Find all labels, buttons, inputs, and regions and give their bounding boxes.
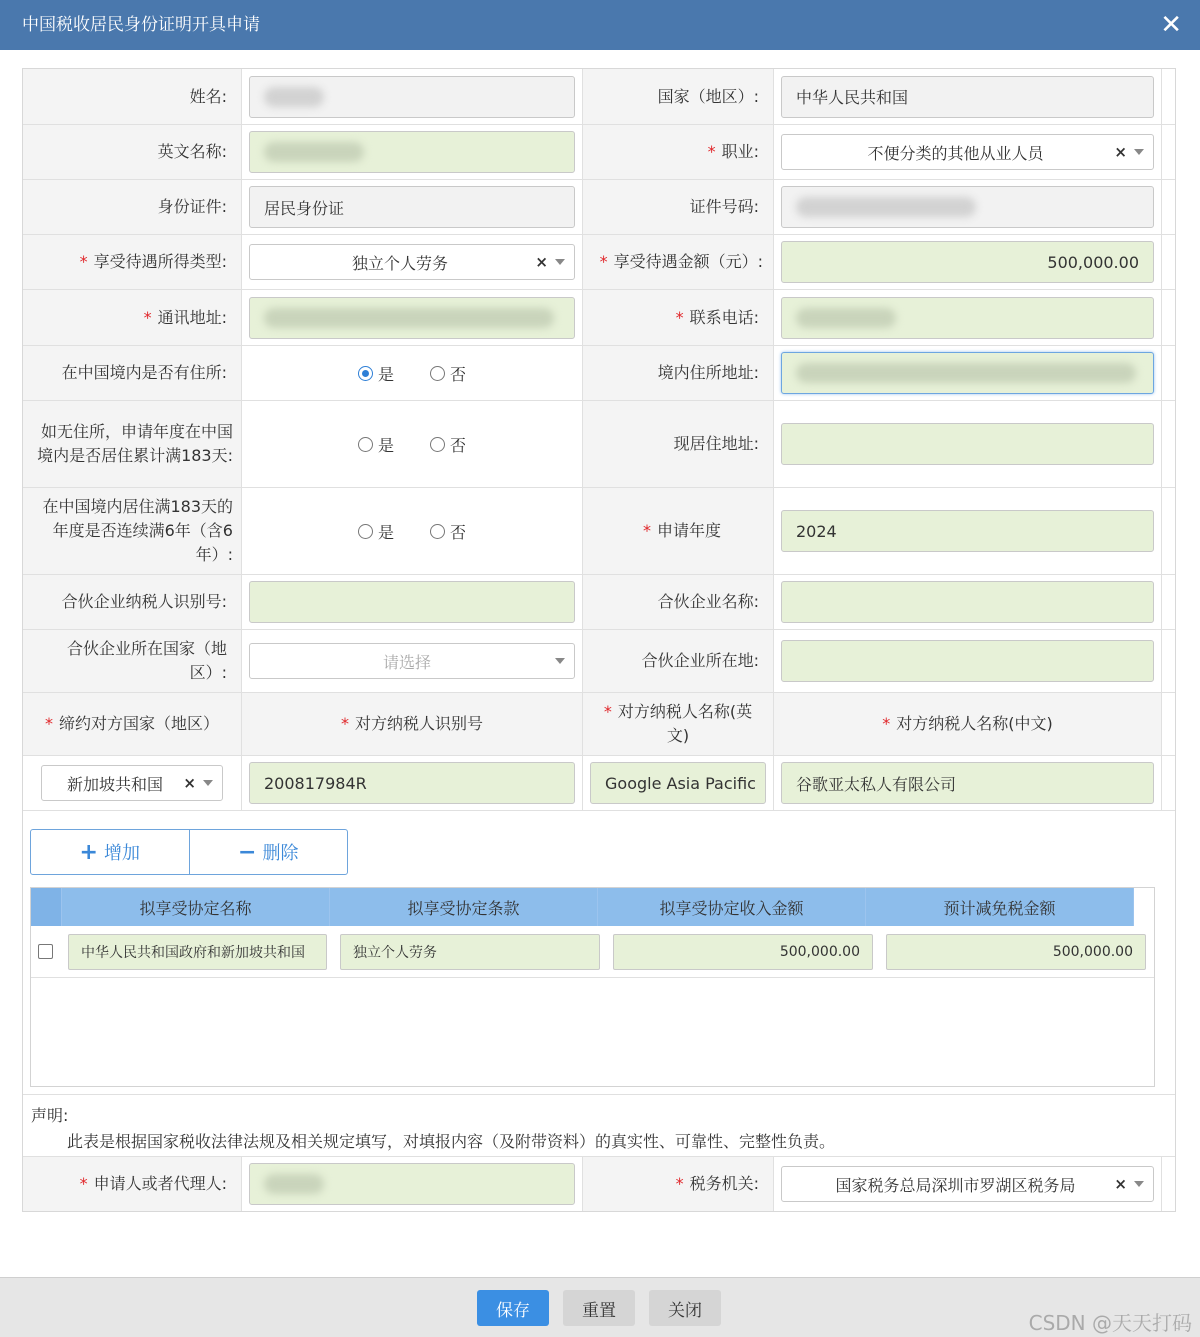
six-years-radios (249, 520, 575, 543)
dialog-titlebar (0, 0, 1200, 50)
treaty-country-value: 新加坡共和国 (66, 774, 163, 794)
address-field[interactable] (249, 297, 575, 339)
partner-name-field[interactable] (781, 581, 1154, 623)
declaration (23, 1094, 1175, 1156)
form-row: 英文名称: * 职业: 不便分类的其他从业人员 × (23, 125, 1175, 180)
form-row (23, 180, 1175, 235)
income-type-label: 享受待遇所得类型: (93, 252, 227, 271)
chevron-down-icon[interactable] (1134, 149, 1144, 155)
treaty-country-header: 缔约对方国家（地区） (58, 714, 219, 733)
row-checkbox[interactable] (38, 944, 53, 959)
counter-name-cn-header: 对方纳税人名称(中文) (896, 714, 1053, 733)
form-row (23, 575, 1175, 630)
grid-toolbar (30, 829, 348, 875)
no-domicile-radios (249, 433, 575, 456)
treaty-grid (30, 887, 1155, 1087)
grid-header (31, 888, 1134, 926)
current-addr-label: 现居住地址: (583, 401, 774, 487)
form-row: 在中国境内居住满183天的年度是否连续满6年（含6年）: 是 否 * 申请年度 2024 (23, 488, 1175, 575)
declaration-title: 声明: (31, 1106, 69, 1125)
counter-name-en-header: 对方纳税人名称(英文) (617, 702, 753, 745)
grid-cell-article[interactable]: 独立个人劳务 (340, 934, 600, 970)
counter-tin-field[interactable]: 200817984R (249, 762, 575, 804)
id-no-label: 证件号码: (583, 180, 774, 234)
occupation-value: 不便分类的其他从业人员 (867, 143, 1044, 163)
no-domicile-label: 如无住所，申请年度在中国境内是否居住累计满183天: (23, 401, 242, 487)
form-row: * 享受待遇所得类型: 独立个人劳务 × * 享受待遇金额（元）: 500,000.00 (23, 235, 1175, 290)
id-no-field[interactable] (781, 186, 1154, 228)
domicile-addr-field[interactable] (781, 352, 1154, 394)
domicile-addr-label: 境内住所地址: (583, 346, 774, 400)
form-row (23, 346, 1175, 401)
id-type-field[interactable]: 居民身份证 (249, 186, 575, 228)
year-label: 申请年度 (656, 521, 721, 540)
minus-icon: − (238, 839, 257, 865)
chevron-down-icon[interactable] (1134, 1181, 1144, 1187)
grid-col-relief: 预计减免税金额 (866, 888, 1134, 926)
clear-icon[interactable]: × (1114, 1175, 1127, 1193)
grid-col-income: 拟享受协定收入金额 (598, 888, 866, 926)
treaty-country-select[interactable] (41, 765, 223, 801)
dialog-title: 中国税收居民身份证明开具申请 (22, 15, 260, 35)
counter-name-cn-field[interactable]: 谷歌亚太私人有限公司 (781, 762, 1154, 804)
radio-yes[interactable]: 是 (358, 433, 394, 456)
table-row (31, 926, 1154, 978)
current-addr-field[interactable] (781, 423, 1154, 465)
chevron-down-icon[interactable] (203, 780, 213, 786)
grid-col-name: 拟享受协定名称 (62, 888, 330, 926)
add-button[interactable]: + 增加 (31, 830, 190, 874)
partner-loc-field[interactable] (781, 640, 1154, 682)
clear-icon[interactable]: × (535, 253, 548, 271)
occupation-select[interactable] (781, 134, 1154, 170)
partner-tin-label: 合伙企业纳税人识别号: (23, 575, 242, 629)
tax-office-select[interactable] (781, 1166, 1154, 1202)
applicant-label: 申请人或者代理人: (93, 1174, 227, 1193)
radio-no[interactable]: 否 (430, 433, 466, 456)
form-row: * 通讯地址: * 联系电话: (23, 290, 1175, 346)
name-field[interactable] (249, 76, 575, 118)
plus-icon: + (79, 839, 98, 865)
phone-label: 联系电话: (689, 307, 759, 327)
country-label: 国家（地区）: (583, 69, 774, 124)
form-row (23, 401, 1175, 488)
dialog-footer (0, 1277, 1200, 1337)
form-row: * 申请人或者代理人: * 税务机关: 国家税务总局深圳市罗湖区税务局 × (23, 1156, 1175, 1211)
income-type-value: 独立个人劳务 (351, 253, 448, 273)
clear-icon[interactable]: × (183, 774, 196, 792)
partner-tin-field[interactable] (249, 581, 575, 623)
address-label: 通讯地址: (157, 307, 227, 327)
grid-cell-relief[interactable]: 500,000.00 (886, 934, 1146, 970)
tax-office-value: 国家税务总局深圳市罗湖区税务局 (835, 1175, 1076, 1195)
amount-label: 享受待遇金额（元）: (613, 252, 763, 271)
year-field[interactable]: 2024 (781, 510, 1154, 552)
partner-country-placeholder: 请选择 (382, 652, 431, 672)
en-name-field[interactable] (249, 131, 575, 173)
radio-no[interactable]: 否 (430, 520, 466, 543)
partner-name-label: 合伙企业名称: (583, 575, 774, 629)
radio-yes[interactable]: 是 (358, 520, 394, 543)
amount-field[interactable]: 500,000.00 (781, 241, 1154, 283)
occupation-label: 职业: (721, 142, 759, 161)
chevron-down-icon[interactable] (555, 259, 565, 265)
save-button[interactable]: 保存 (477, 1290, 549, 1326)
six-years-label: 在中国境内居住满183天的年度是否连续满6年（含6年）: (23, 488, 242, 574)
partner-loc-label: 合伙企业所在地: (583, 630, 774, 692)
delete-button[interactable]: − 删除 (238, 839, 299, 865)
has-domicile-label: 在中国境内是否有住所: (23, 346, 242, 400)
clear-icon[interactable]: × (1114, 143, 1127, 161)
en-name-label: 英文名称: (23, 125, 242, 179)
radio-no[interactable]: 否 (430, 362, 466, 385)
tax-office-label: 税务机关: (689, 1174, 759, 1193)
grid-col-article: 拟享受协定条款 (330, 888, 598, 926)
applicant-field[interactable] (249, 1163, 575, 1205)
reset-button[interactable]: 重置 (563, 1290, 635, 1326)
counterparty-header-row: * 缔约对方国家（地区） * 对方纳税人识别号 * 对方纳税人名称(英文) * 对方纳税人名称(中文) (23, 693, 1175, 756)
partner-country-select[interactable] (249, 643, 575, 679)
form-row (23, 69, 1175, 125)
partner-country-label: 合伙企业所在国家（地区）: (23, 630, 242, 692)
form-row (23, 630, 1175, 693)
watermark: CSDN @天天打码 (1028, 1311, 1192, 1335)
counterparty-row (23, 756, 1175, 811)
phone-field[interactable] (781, 297, 1154, 339)
id-type-label: 身份证件: (23, 180, 242, 234)
name-label: 姓名: (23, 69, 242, 124)
grid-cell-income[interactable]: 500,000.00 (613, 934, 873, 970)
income-type-select[interactable] (249, 244, 575, 280)
close-icon[interactable]: ✕ (1160, 10, 1182, 40)
grid-cell-name[interactable]: 中华人民共和国政府和新加坡共和国 (68, 934, 327, 970)
declaration-text: 此表是根据国家税收法律法规及相关规定填写，对填报内容（及附带资料）的真实性、可靠性、完整性负责。 (67, 1132, 836, 1151)
has-domicile-radios (249, 362, 575, 385)
radio-yes[interactable]: 是 (358, 362, 394, 385)
close-button[interactable]: 关闭 (649, 1290, 721, 1326)
chevron-down-icon[interactable] (555, 658, 565, 664)
country-field[interactable]: 中华人民共和国 (781, 76, 1154, 118)
counter-name-en-field[interactable]: Google Asia Pacific (590, 762, 766, 804)
counter-tin-header: 对方纳税人识别号 (354, 714, 483, 733)
application-form (22, 68, 1176, 1212)
